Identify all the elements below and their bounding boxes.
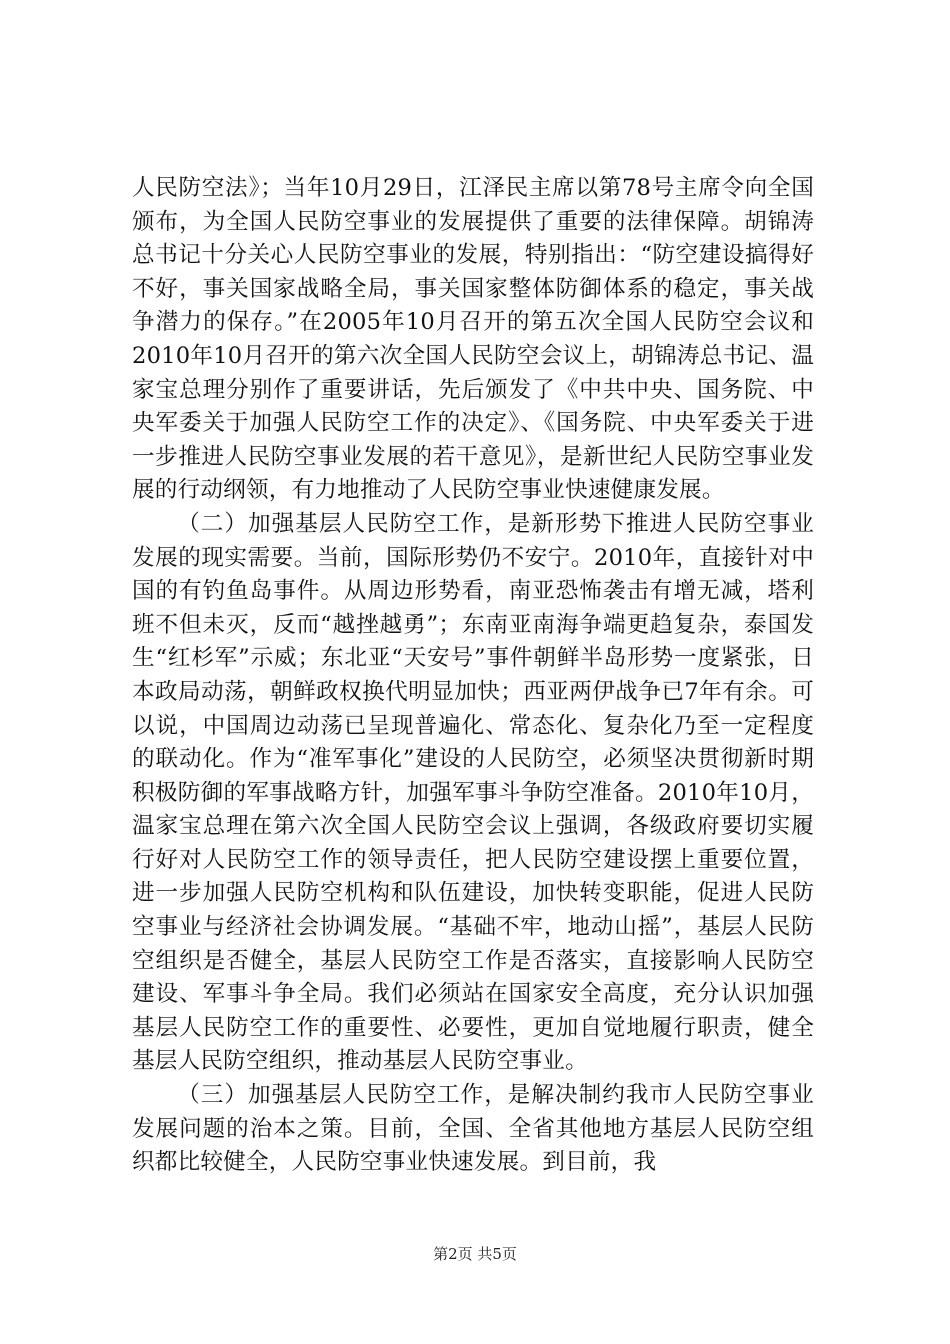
body-text — [132, 172, 814, 1180]
paragraph-continuation: 人民防空法》；当年10月29日，江泽民主席以第78号主席令向全国颁布，为全国人民防空事业的发展提供了重要的法律保障。胡锦涛总书记十分关心人民防空事业的发展，特别指出：“防空建设搞得好不好，事关国家战略全局，事关国家整体防御体系的稳定，事关战争潜力的保存。”在2005年10月召开的第五次全国人民防空会议和2010年10月召开的第六次全国人民防空会议上，胡锦涛总书记、温家宝总理分别作了重要讲话，先后颁发了《中共中央、国务院、中央军委关于加强人民防空工作的决定》、《国务院、中央军委关于进一步推进人民防空事业发展的若干意见》，是新世纪人民防空事业发展的行动纲领，有力地推动了人民防空事业快速健康发展。 — [132, 175, 814, 504]
paragraph-section-3: （三）加强基层人民防空工作，是解决制约我市人民防空事业发展问题的治本之策。目前，全国、全省其他地方基层人民防空组织都比较健全，人民防空事业快速发展。到目前，我 — [132, 1082, 814, 1176]
page-footer: 第2页 共5页 — [433, 1245, 517, 1263]
paragraph-section-2: （二）加强基层人民防空工作，是新形势下推进人民防空事业发展的现实需要。当前，国际形势仍不安宁。2010年，直接针对中国的有钓鱼岛事件。从周边形势看，南亚恐怖袭击有增无减，塔利班不但未灭，反而“越挫越勇”；东南亚南海争端更趋复杂，泰国发生“红杉军”示威；东北亚“天安号”事件朝鲜半岛形势一度紧张，日本政局动荡，朝鲜政权换代明显加快；西亚两伊战争已7年有余。可以说，中国周边动荡已呈现普遍化、常态化、复杂化乃至一定程度的联动化。作为“准军事化”建设的人民防空，必须坚决贯彻新时期积极防御的军事战略方针，加强军事斗争防空准备。2010年10月，温家宝总理在第六次全国人民防空会议上强调，各级政府要切实履行好对人民防空工作的领导责任，把人民防空建设摆上重要位置，进一步加强人民防空机构和队伍建设，加快转变职能，促进人民防空事业与经济社会协调发展。“基础不牢，地动山摇”，基层人民防空组织是否健全，基层人民防空工作是否落实，直接影响人民防空建设、军事斗争全局。我们必须站在国家安全高度，充分认识加强基层人民防空工作的重要性、必要性，更加自觉地履行职责，健全基层人民防空组织，推动基层人民防空事业。 — [132, 510, 814, 1075]
